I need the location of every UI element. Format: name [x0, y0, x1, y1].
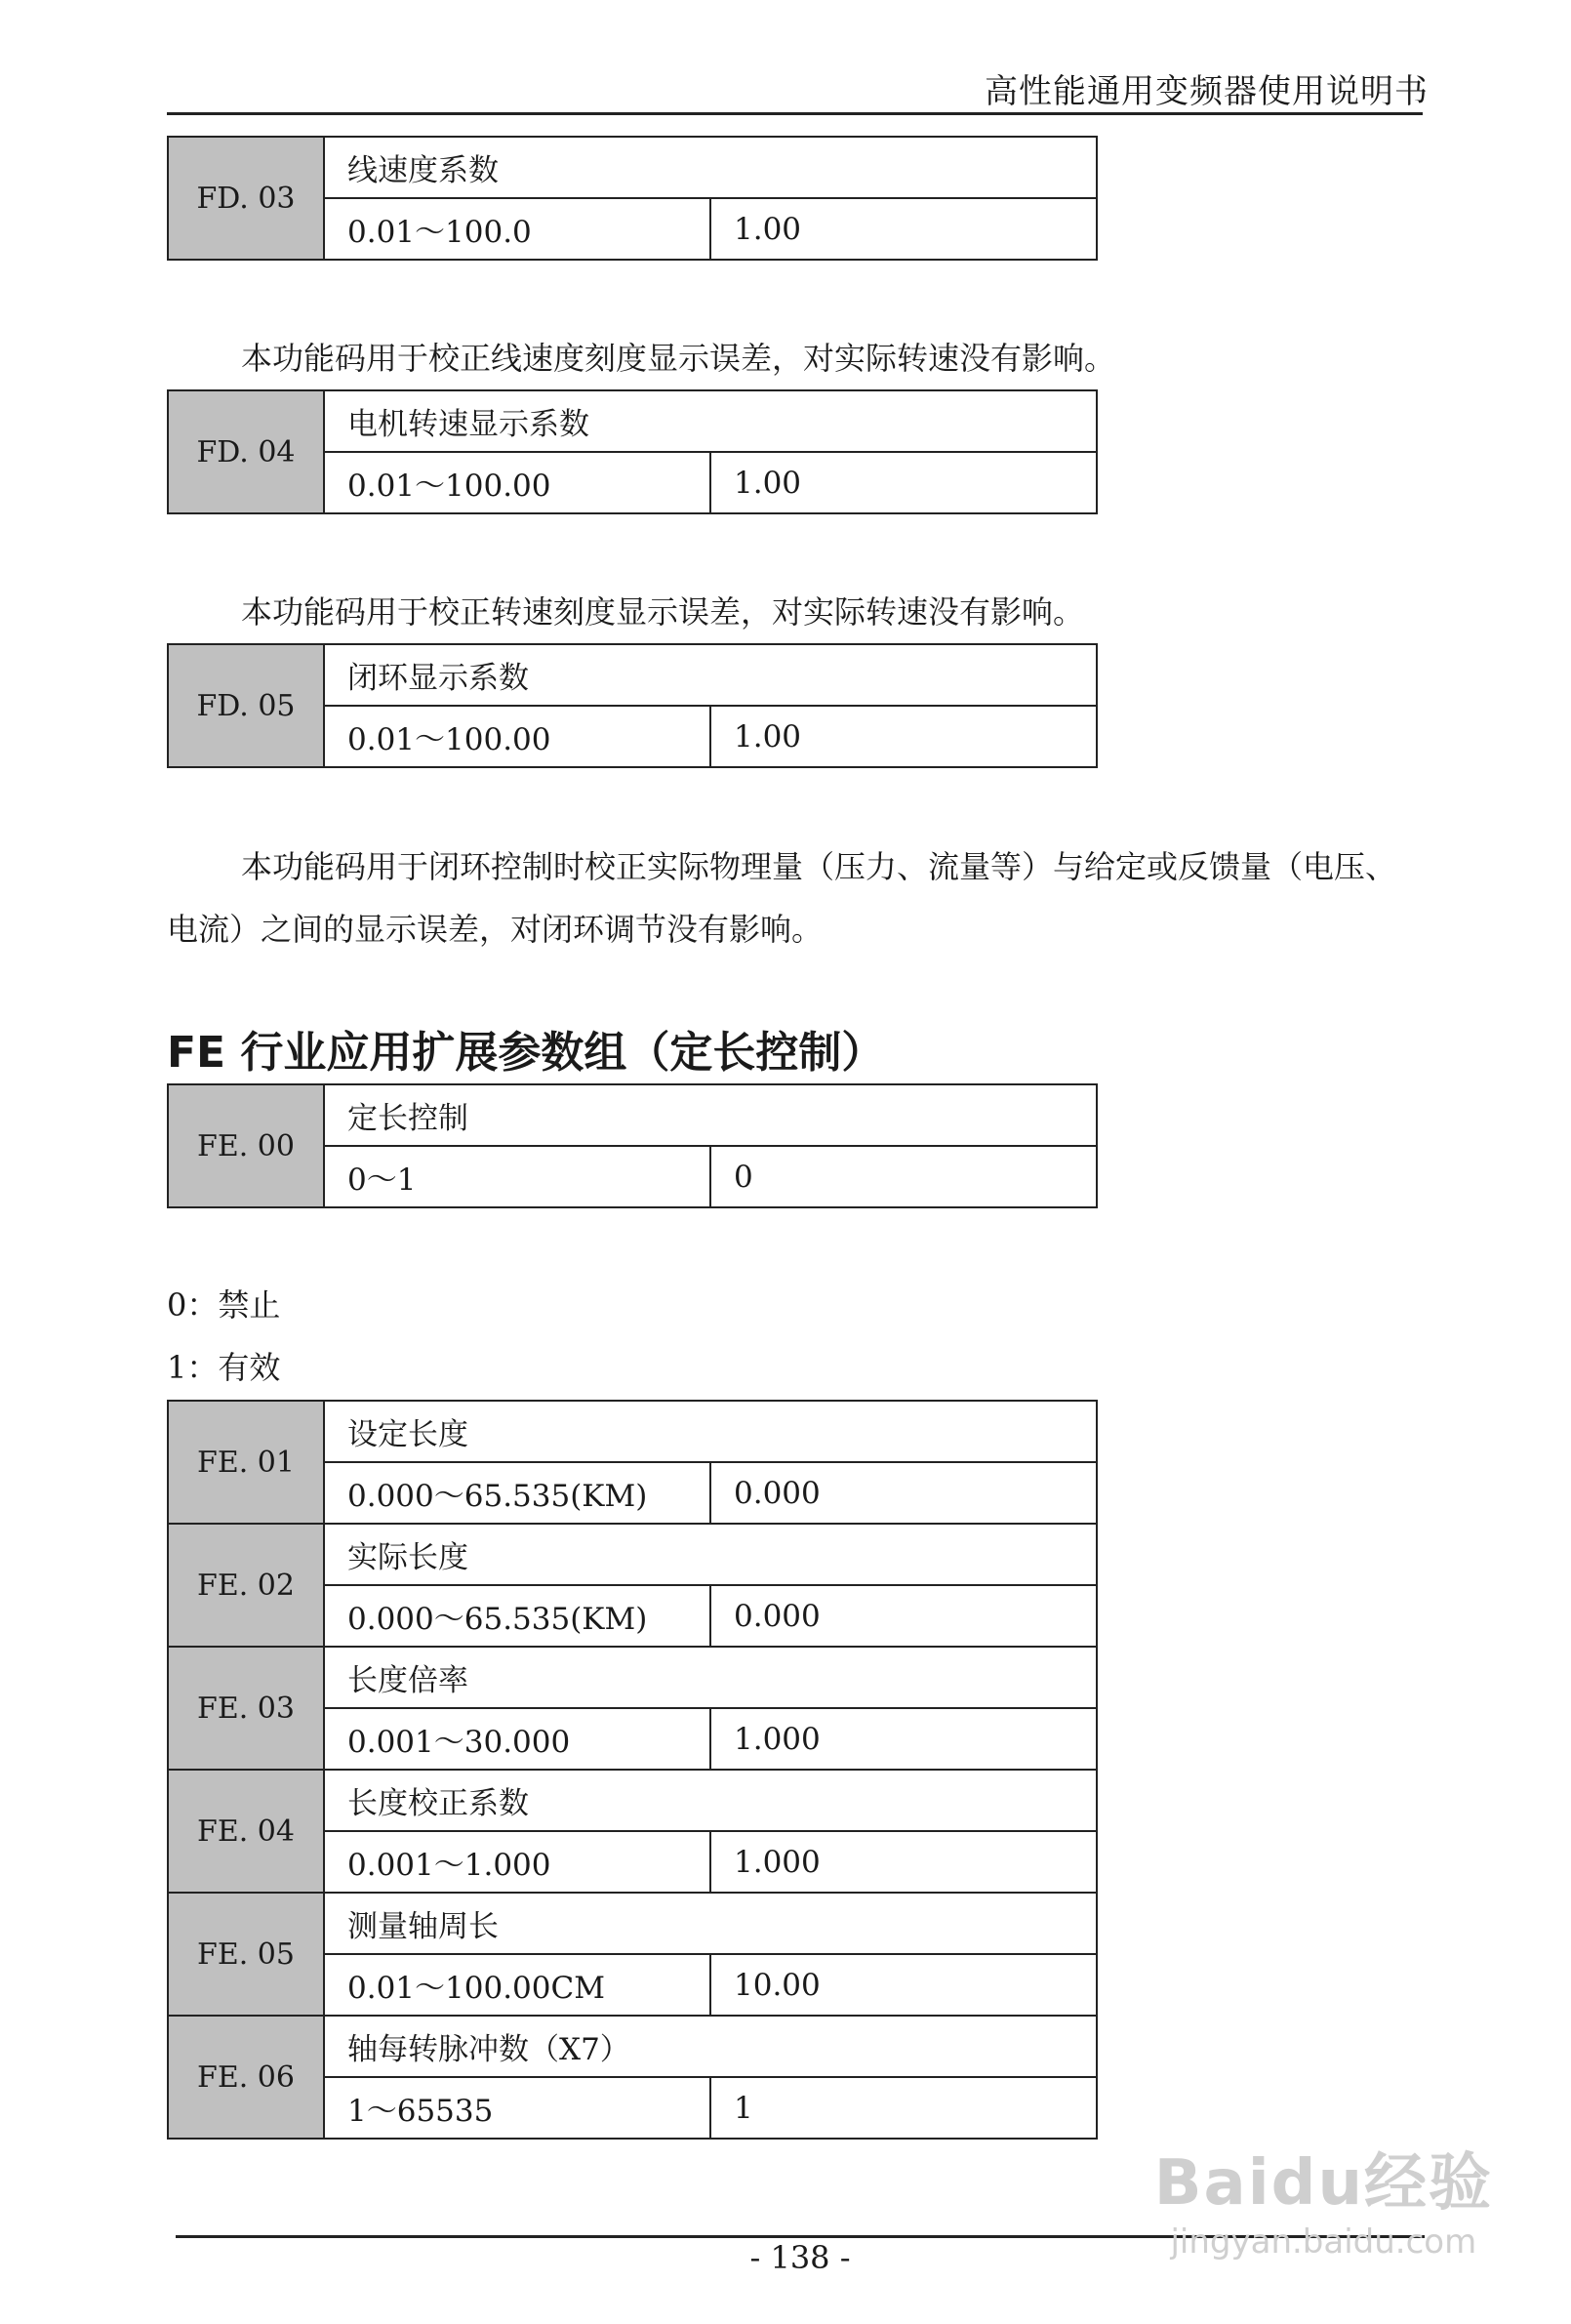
page-number: - 138 - [749, 2239, 851, 2276]
param-range: 0.001～30.000 [324, 1708, 710, 1770]
option-item: 0：禁止 [167, 1286, 281, 1324]
param-range: 0.01～100.00 [324, 706, 710, 767]
description-paragraph: 本功能码用于校正转速刻度显示误差，对实际转速没有影响。 [241, 593, 1085, 631]
param-range: 0.001～1.000 [324, 1831, 710, 1893]
param-name: 长度校正系数 [324, 1770, 1097, 1831]
param-name: 闭环显示系数 [324, 644, 1097, 706]
param-default: 1.000 [710, 1831, 1097, 1893]
param-code: FE. 02 [168, 1524, 324, 1647]
param-table-fe00 [167, 1083, 1098, 1208]
watermark [1154, 2133, 1493, 2262]
param-default: 1.00 [710, 706, 1097, 767]
param-name: 实际长度 [324, 1524, 1097, 1585]
watermark-brand: Baidu经验 [1153, 2147, 1493, 2220]
param-default: 10.00 [710, 1954, 1097, 2016]
header-title: 高性能通用变频器使用说明书 [985, 72, 1429, 111]
option-item: 1：有效 [167, 1349, 281, 1386]
param-code: FE. 01 [168, 1401, 324, 1524]
param-name: 设定长度 [324, 1401, 1097, 1462]
param-name: 长度倍率 [324, 1647, 1097, 1708]
param-range: 0.000～65.535(KM) [324, 1585, 710, 1647]
description-paragraph: 本功能码用于校正线速度刻度显示误差，对实际转速没有影响。 [241, 340, 1116, 377]
param-code: FD. 03 [168, 137, 324, 260]
param-default: 1.000 [710, 1708, 1097, 1770]
param-table-fd05 [167, 643, 1098, 768]
param-name: 测量轴周长 [324, 1893, 1097, 1954]
param-table-fd03 [167, 136, 1098, 261]
param-default: 1.00 [710, 198, 1097, 260]
param-range: 0.000～65.535(KM) [324, 1462, 710, 1524]
param-default: 0.000 [710, 1585, 1097, 1647]
section-title: FE 行业应用扩展参数组（定长控制） [167, 1028, 885, 1078]
param-range: 0～1 [324, 1146, 710, 1207]
param-code: FD. 04 [168, 390, 324, 513]
param-default: 0.000 [710, 1462, 1097, 1524]
param-name: 定长控制 [324, 1084, 1097, 1146]
watermark-url: jingyan.baidu.com [1170, 2222, 1477, 2262]
param-range: 1～65535 [324, 2077, 710, 2139]
param-default: 0 [710, 1146, 1097, 1207]
param-range: 0.01～100.00 [324, 452, 710, 513]
param-code: FE. 00 [168, 1084, 324, 1207]
param-code: FE. 04 [168, 1770, 324, 1893]
param-code: FE. 03 [168, 1647, 324, 1770]
param-default: 1 [710, 2077, 1097, 2139]
param-name: 轴每转脉冲数（X7） [324, 2016, 1097, 2077]
param-default: 1.00 [710, 452, 1097, 513]
header-rule [167, 112, 1423, 115]
param-code: FE. 05 [168, 1893, 324, 2016]
param-code: FE. 06 [168, 2016, 324, 2139]
param-range: 0.01～100.0 [324, 198, 710, 260]
param-name: 电机转速显示系数 [324, 390, 1097, 452]
param-table-fe01-fe06 [167, 1400, 1098, 2140]
description-paragraph: 本功能码用于闭环控制时校正实际物理量（压力、流量等）与给定或反馈量（电压、电流）之间的显示误差，对闭环调节没有影响。 [167, 848, 1397, 948]
param-code: FD. 05 [168, 644, 324, 767]
param-table-fd04 [167, 389, 1098, 514]
param-range: 0.01～100.00CM [324, 1954, 710, 2016]
param-name: 线速度系数 [324, 137, 1097, 198]
